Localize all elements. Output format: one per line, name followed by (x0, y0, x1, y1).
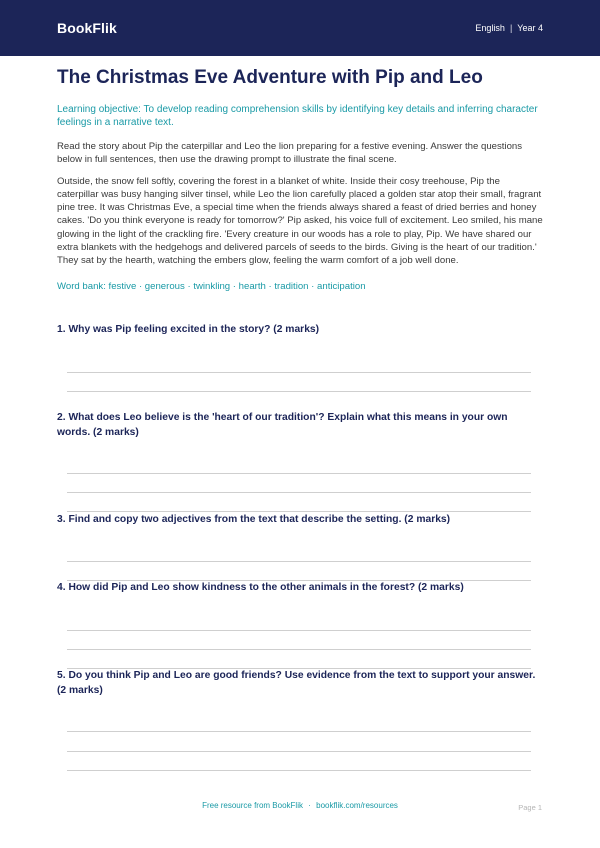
answer-line[interactable] (67, 372, 531, 373)
question-text: 2. What does Leo believe is the 'heart of our tradition'? Explain what this means in your own words. (2 marks) (57, 412, 508, 438)
answer-line[interactable] (67, 649, 531, 650)
answer-line[interactable] (67, 492, 531, 493)
answer-line[interactable] (67, 473, 531, 474)
worksheet-intro (57, 66, 543, 293)
answer-line[interactable] (67, 770, 531, 771)
header-meta (475, 23, 543, 33)
year-label: Year 4 (517, 23, 543, 33)
footer-url-link[interactable]: bookflik.com/resources (316, 801, 398, 810)
question-2 (57, 410, 543, 440)
page-header (0, 0, 600, 56)
page-number: Page 1 (518, 803, 542, 812)
answer-line[interactable] (67, 731, 531, 732)
footer-dot: · (308, 801, 311, 810)
story-text: Outside, the snow fell softly, covering the forest in a blanket of white. Inside their cosy treehouse, Pip the caterpillar was busy hanging silver tinsel, while Leo the lion carefully placed a golden star atop their small, fragrant pine tree. It was Christmas Eve, a special time when the friends always shared a feast of dried berries and honey cakes. 'Do you think everyone is ready for tomorrow?' Pip asked, his voice full of excitement. Leo smiled, his mane glowing in the light of the crackling fire. 'Every creature in our woods has a role to play, Pip. We have shared our extra blankets with the hedgehogs and delivered parcels of seeds to the birds. Giving is the heart of our tradition.' They sat by the hearth, watching the embers glow, feeling the warm comfort of a job well done. (57, 176, 543, 266)
page-title: The Christmas Eve Adventure with Pip and Leo (57, 67, 483, 88)
question-text: 4. How did Pip and Leo show kindness to the other animals in the forest? (2 marks) (57, 582, 464, 593)
question-text: 3. Find and copy two adjectives from the text that describe the setting. (2 marks) (57, 514, 451, 525)
question-5 (57, 668, 543, 698)
answer-line[interactable] (67, 751, 531, 752)
question-3 (57, 512, 543, 527)
answer-line[interactable] (67, 561, 531, 562)
question-4 (57, 580, 543, 595)
word-bank: Word bank: festive · generous · twinkling · hearth · tradition · anticipation (57, 280, 366, 292)
question-text: 1. Why was Pip feeling excited in the story? (2 marks) (57, 324, 320, 335)
question-text: 5. Do you think Pip and Leo are good friends? Use evidence from the text to support your answer. (2 marks) (57, 670, 536, 696)
footer-credit (0, 801, 600, 810)
instructions-text: Read the story about Pip the caterpillar and Leo the lion preparing for a festive evening. Answer the questions below in full sentences, then use the drawing prompt to illustrate the final scene. (57, 141, 523, 165)
answer-line[interactable] (67, 630, 531, 631)
learning-objective: Learning objective: To develop reading comprehension skills by identifying key details and inferring character feelings in a narrative text. (57, 104, 538, 128)
question-1 (57, 322, 543, 337)
meta-separator: | (509, 23, 513, 33)
footer-source: Free resource from BookFlik (202, 801, 303, 810)
answer-line[interactable] (67, 391, 531, 392)
brand-logo[interactable]: BookFlik (57, 20, 117, 36)
subject-label: English (475, 23, 505, 33)
